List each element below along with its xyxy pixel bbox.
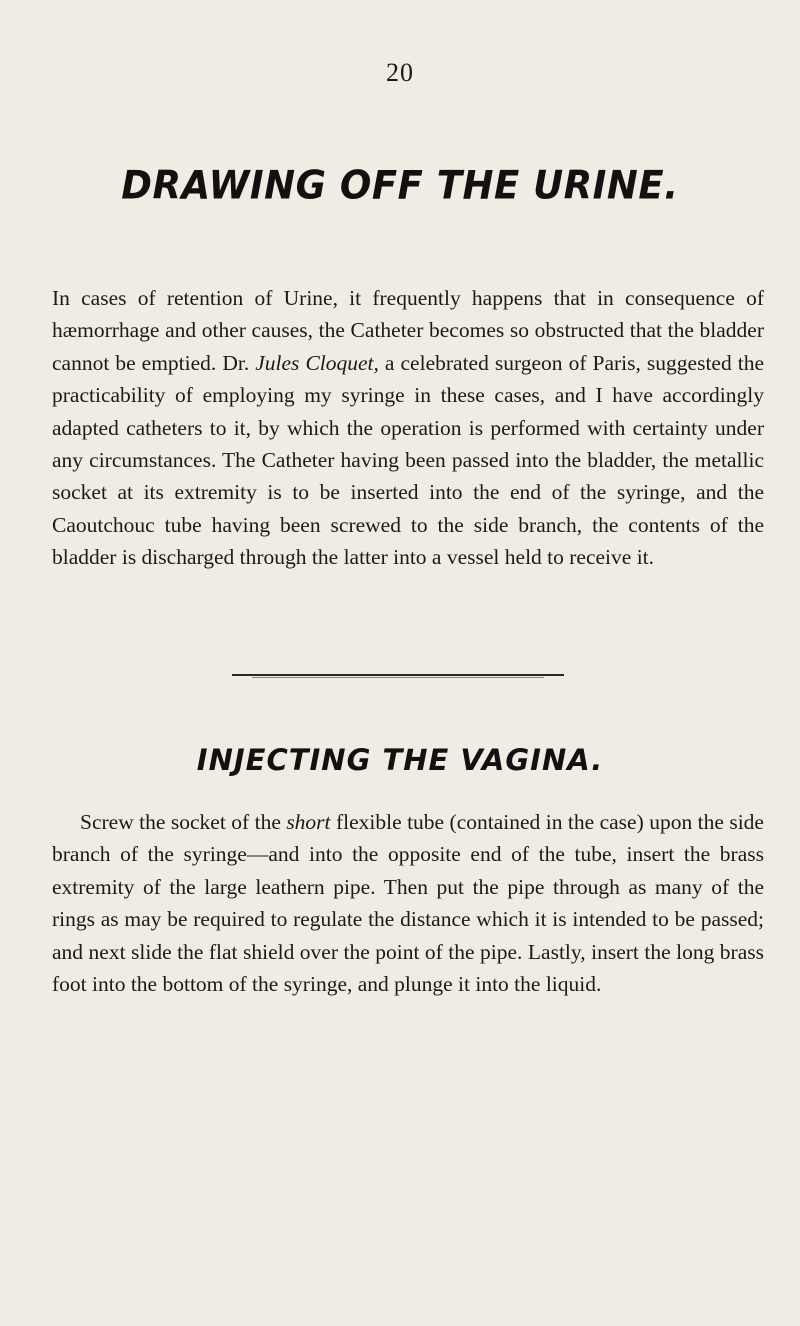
- paragraph: [52, 282, 764, 574]
- italic-emphasis: short: [286, 810, 331, 834]
- paragraph-text-start: Screw the socket of the: [80, 810, 287, 834]
- section-body-injecting-the-vagina: [52, 806, 764, 1000]
- paragraph-text-start: In cases of retention of Urine, it frequently happens that in consequence of hæmorrhage and other causes, the Catheter becomes so obstructed that the bladder cannot be emptied. Dr.: [52, 286, 764, 375]
- paragraph: [52, 806, 764, 1000]
- section-heading-drawing-off-the-urine: DRAWING OFF THE URINE.: [121, 162, 679, 209]
- section-divider-rule: [232, 674, 564, 676]
- page-number: 20: [386, 58, 414, 87]
- section-heading-injecting-the-vagina: INJECTING THE VAGINA.: [196, 743, 604, 777]
- paragraph-text-end: flexible tube (contained in the case) upon the side branch of the syringe—and into the opposite end of the tube, insert the brass extremity of the large leathern pipe. Then put the pipe through as many of the rings as may be required to regulate the distance which it is intended to be passed; and next slide the flat shield over the point of the pipe. Lastly, insert the long brass foot into the bottom of the syringe, and plunge it into the liquid.: [52, 810, 764, 997]
- italic-name: Jules Cloquet,: [255, 350, 379, 375]
- section-body-drawing-off-the-urine: [52, 282, 764, 574]
- paragraph-text-end: a celebrated surgeon of Paris, suggested the practicability of employing my syringe in these cases, and I have accordingly adapted catheters to it, by which the operation is performed with certainty under any circumstances. The Catheter having been passed into the bladder, the metallic socket at its extremity is to be inserted into the end of the syringe, and the Caoutchouc tube having been screwed to the side branch, the contents of the bladder is discharged through the latter into a vessel held to receive it.: [52, 350, 765, 570]
